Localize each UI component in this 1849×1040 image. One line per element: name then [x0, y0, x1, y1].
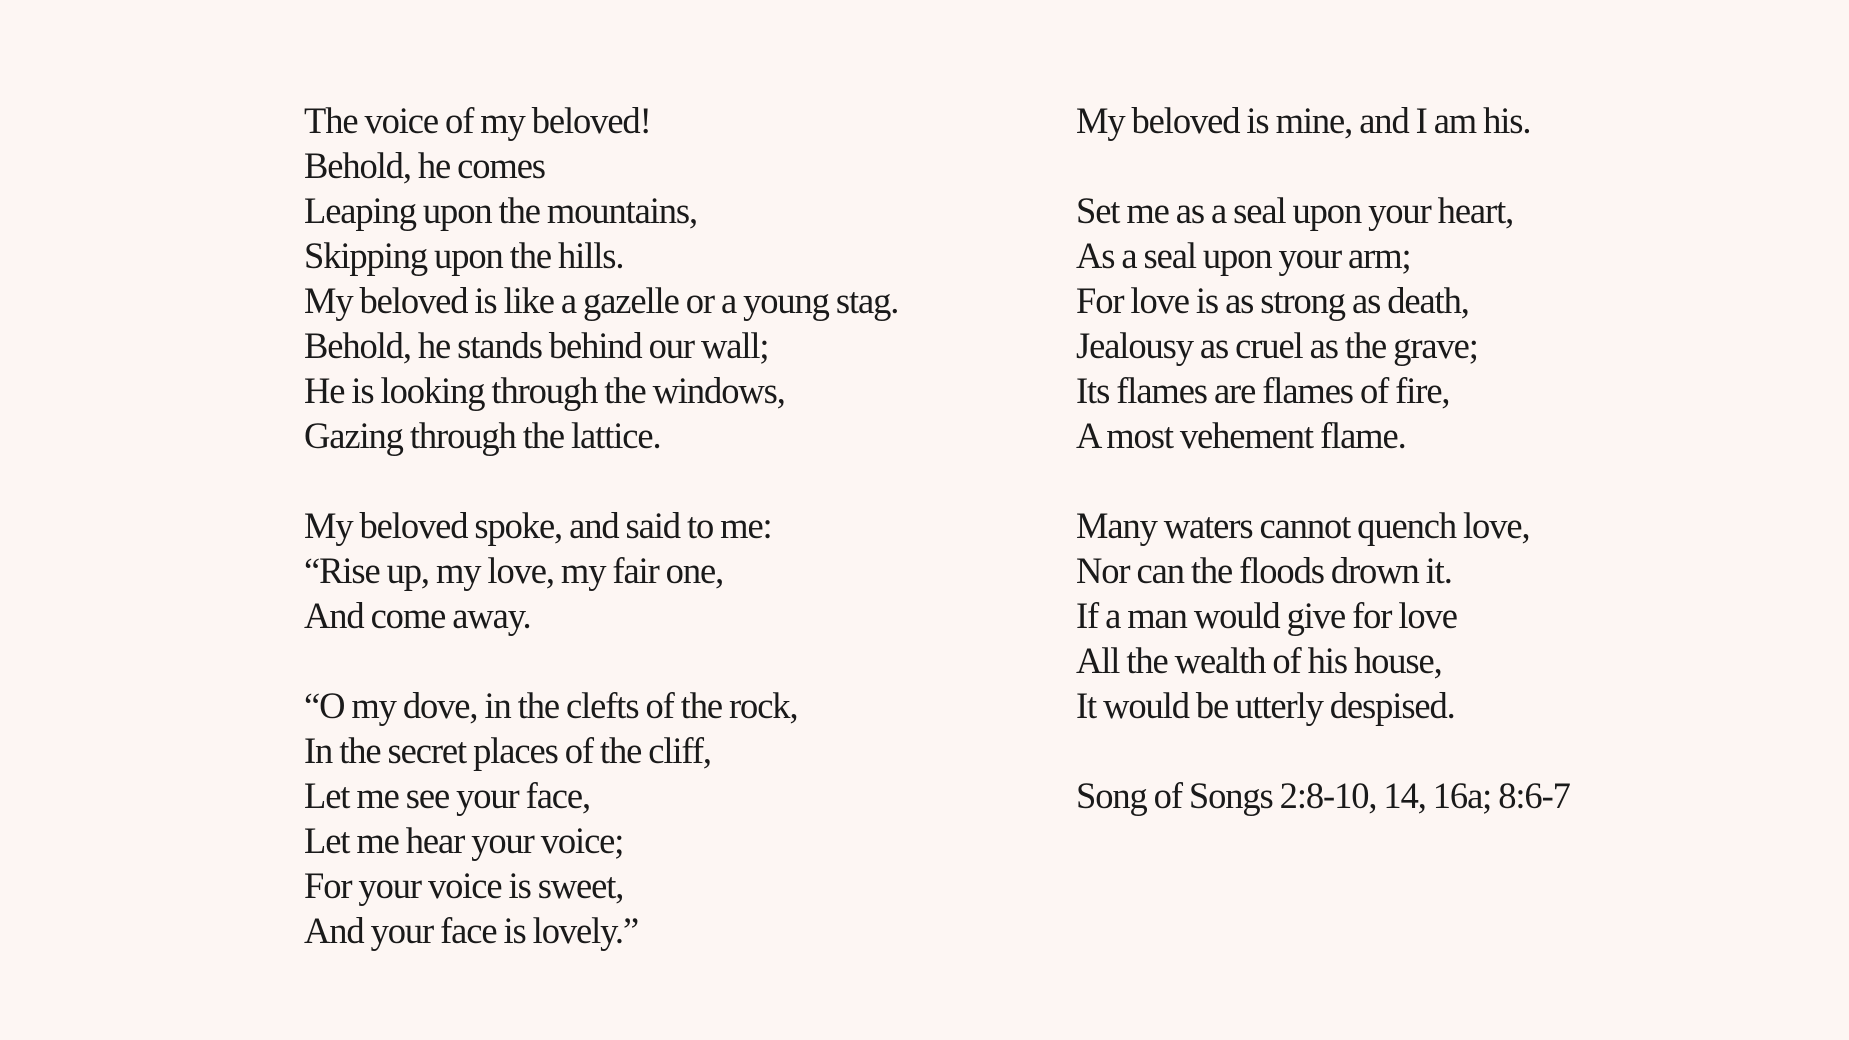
- verse-line: If a man would give for love: [1076, 595, 1457, 636]
- verse-line: Jealousy as cruel as the grave;: [1076, 325, 1478, 366]
- verse-line: “Rise up, my love, my fair one,: [304, 550, 724, 591]
- verse-line: Let me see your face,: [304, 775, 591, 816]
- verse-line: In the secret places of the cliff,: [304, 730, 711, 771]
- verse-line: For your voice is sweet,: [304, 865, 624, 906]
- verse-line: For love is as strong as death,: [1076, 280, 1469, 321]
- verse-line: He is looking through the windows,: [304, 370, 785, 411]
- verse-line: My beloved spoke, and said to me:: [304, 505, 772, 546]
- verse-line: A most vehement flame.: [1076, 415, 1406, 456]
- verse-line: And your face is lovely.”: [304, 910, 639, 951]
- verse-line: Let me hear your voice;: [304, 820, 624, 861]
- verse-line: The voice of my beloved!: [304, 100, 651, 141]
- verse-line: Skipping upon the hills.: [304, 235, 624, 276]
- scripture-citation: Song of Songs 2:8-10, 14, 16a; 8:6-7: [1076, 775, 1570, 816]
- verse-line: As a seal upon your arm;: [1076, 235, 1411, 276]
- right-column: [1076, 98, 1696, 818]
- verse-line: All the wealth of his house,: [1076, 640, 1442, 681]
- verse-line: It would be utterly despised.: [1076, 685, 1455, 726]
- stanza-1: [304, 98, 924, 458]
- verse-line: Behold, he stands behind our wall;: [304, 325, 769, 366]
- stanza-4: [1076, 98, 1696, 143]
- verse-line: Its flames are flames of fire,: [1076, 370, 1450, 411]
- stanza-2: [304, 503, 924, 638]
- verse-line: Nor can the floods drown it.: [1076, 550, 1452, 591]
- stanza-6: [1076, 503, 1696, 728]
- verse-line: Gazing through the lattice.: [304, 415, 661, 456]
- stanza-3: [304, 683, 924, 953]
- verse-line: My beloved is like a gazelle or a young stag.: [304, 280, 899, 321]
- left-column: [304, 98, 924, 998]
- verse-line: Set me as a seal upon your heart,: [1076, 190, 1514, 231]
- verse-line: Many waters cannot quench love,: [1076, 505, 1530, 546]
- verse-line: Leaping upon the mountains,: [304, 190, 698, 231]
- verse-line: And come away.: [304, 595, 531, 636]
- verse-line: Behold, he comes: [304, 145, 545, 186]
- stanza-5: [1076, 188, 1696, 458]
- verse-line: My beloved is mine, and I am his.: [1076, 100, 1531, 141]
- verse-line: “O my dove, in the clefts of the rock,: [304, 685, 798, 726]
